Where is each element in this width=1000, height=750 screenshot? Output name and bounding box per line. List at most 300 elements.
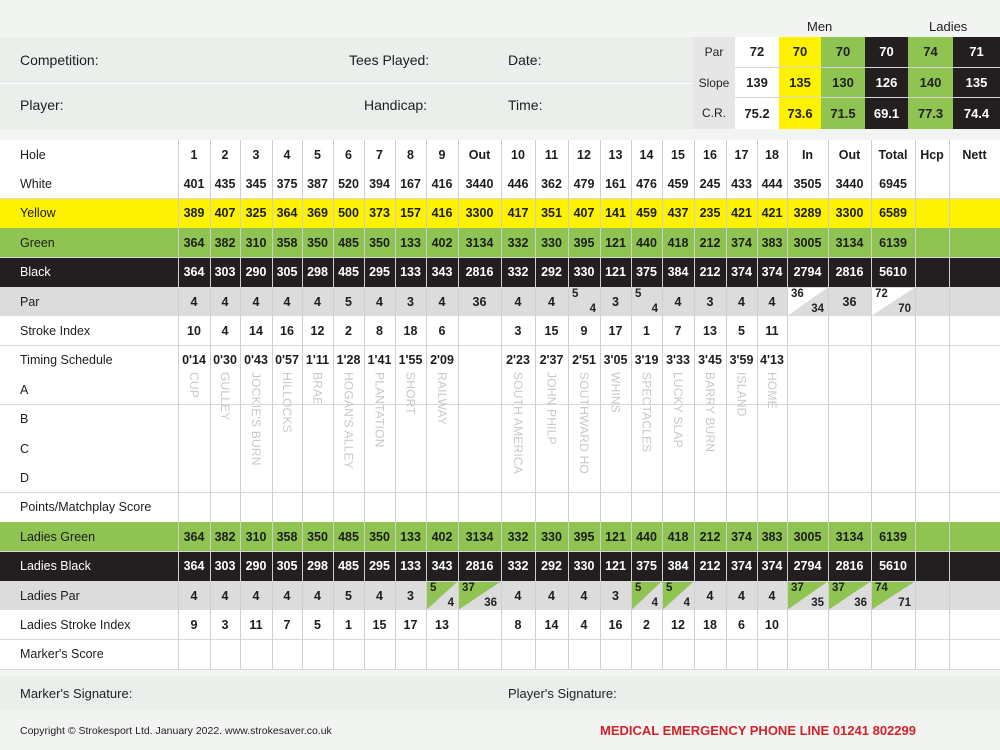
split-par-cell	[631, 581, 662, 610]
score-cell: 369	[307, 206, 328, 221]
score-cell: 6	[438, 324, 446, 339]
split-par-cell	[871, 581, 915, 610]
score-cell: 292	[541, 559, 562, 574]
rating-value: 72	[735, 37, 779, 68]
score-cell: Hcp	[920, 147, 944, 162]
row-label: D	[20, 471, 30, 486]
score-cell: 373	[369, 206, 390, 221]
score-cell: 4	[283, 147, 291, 162]
score-cell: 10	[765, 618, 779, 633]
score-cell: 364	[183, 559, 205, 574]
score-cell: 310	[245, 235, 267, 250]
score-cell: 212	[699, 529, 721, 544]
split-par-cell	[787, 581, 828, 610]
hole-name	[664, 372, 692, 512]
course-rating-table	[693, 37, 1000, 129]
score-cell: 3	[514, 324, 522, 339]
hole-name	[602, 372, 630, 512]
score-cell: 3134	[465, 529, 494, 544]
score-cell: 4	[252, 588, 260, 603]
scorecard-row	[0, 287, 1000, 316]
scorecard-row	[0, 140, 1000, 169]
split-par-cell	[828, 581, 871, 610]
hole-name-text: PLANTATION	[372, 372, 387, 448]
row-label: Marker's Score	[20, 647, 104, 662]
score-cell: 3005	[793, 235, 822, 250]
hole-name	[570, 372, 598, 512]
score-cell: 389	[183, 206, 205, 221]
men-label: Men	[807, 19, 833, 34]
split-bottom-value: 36	[854, 597, 867, 610]
score-cell: 133	[400, 235, 421, 250]
scorecard-row	[0, 228, 1000, 257]
hole-name	[180, 372, 208, 512]
column-divider	[178, 140, 179, 669]
row-label: Par	[20, 294, 40, 309]
score-cell: 303	[214, 265, 236, 280]
score-cell: 212	[699, 559, 721, 574]
score-cell: 395	[573, 235, 595, 250]
score-cell: 7	[376, 147, 383, 162]
score-cell: 133	[400, 529, 421, 544]
score-cell: 4	[768, 294, 776, 309]
score-cell: 6945	[879, 177, 907, 192]
score-cell: 459	[667, 177, 689, 192]
row-label: Green	[20, 235, 55, 250]
score-cell: 17	[403, 618, 418, 633]
row-divider	[0, 669, 1000, 670]
score-cell: 395	[573, 529, 595, 544]
score-cell: 325	[245, 206, 267, 221]
split-top-value: 72	[875, 288, 888, 300]
score-cell: 3	[252, 147, 260, 162]
date-label: Date:	[508, 52, 542, 68]
score-cell: 3'45	[698, 353, 722, 368]
score-cell: 2816	[465, 265, 494, 280]
scorecard-row	[0, 405, 1000, 434]
column-divider	[787, 140, 788, 669]
scorecard-grid	[0, 140, 1000, 668]
split-bottom-value: 36	[484, 597, 497, 610]
score-cell: 8	[514, 618, 522, 633]
handicap-label: Handicap:	[364, 97, 428, 113]
score-cell: 332	[507, 559, 529, 574]
score-cell: 6589	[879, 206, 907, 221]
split-bottom-value: 35	[811, 597, 824, 610]
time-label: Time:	[508, 97, 543, 113]
score-cell: 374	[731, 235, 752, 250]
score-cell: 3	[706, 294, 714, 309]
score-cell: 161	[605, 177, 626, 192]
score-cell: 421	[761, 206, 783, 221]
score-cell: 4	[221, 588, 229, 603]
emergency-phone-text: MEDICAL EMERGENCY PHONE LINE 01241 802299	[600, 723, 916, 738]
score-cell: 8	[407, 147, 414, 162]
rating-value: 74.4	[953, 98, 1000, 129]
row-label: Ladies Stroke Index	[20, 618, 131, 633]
score-cell: 2'51	[572, 353, 596, 368]
hole-name	[242, 372, 270, 512]
split-top-value: 5	[635, 582, 642, 594]
scorecard-row	[0, 522, 1000, 551]
scorecard-row	[0, 316, 1000, 345]
score-cell: 5	[314, 147, 321, 162]
score-cell: 3	[612, 588, 619, 603]
score-cell: 290	[245, 265, 267, 280]
score-cell: 18	[765, 147, 779, 162]
score-cell: 14	[639, 147, 654, 162]
row-label: Points/Matchplay Score	[20, 500, 152, 515]
score-cell: 4	[283, 294, 291, 309]
score-cell: 2'37	[539, 353, 564, 368]
score-cell: 235	[699, 206, 721, 221]
split-top-value: 5	[572, 288, 579, 300]
hole-name-text: LUCKY SLAP	[671, 372, 685, 449]
score-cell: 121	[605, 235, 626, 250]
rating-value: 71.5	[821, 98, 865, 129]
scorecard-row	[0, 463, 1000, 492]
score-cell: 14	[249, 324, 263, 339]
score-cell: 2	[345, 324, 352, 339]
score-cell: 305	[276, 265, 298, 280]
score-cell: 121	[605, 529, 626, 544]
score-cell: Total	[878, 147, 908, 162]
column-divider	[694, 140, 695, 669]
scorecard-row	[0, 552, 1000, 581]
hole-name	[428, 372, 456, 512]
split-bottom-value: 4	[651, 303, 658, 316]
split-bottom-value: 4	[683, 597, 690, 610]
score-cell: 16	[280, 324, 294, 339]
score-cell: 295	[369, 559, 390, 574]
hole-name-text: BARRY BURN	[703, 372, 717, 453]
score-cell: 3289	[793, 206, 822, 221]
score-cell: 1'55	[398, 353, 423, 368]
score-cell: 4	[190, 588, 198, 603]
score-cell: 330	[573, 265, 595, 280]
split-bottom-value: 34	[811, 303, 824, 316]
score-cell: 3	[612, 294, 619, 309]
split-top-value: 5	[666, 582, 673, 594]
hole-name	[728, 372, 756, 512]
column-divider	[662, 140, 663, 669]
score-cell: 358	[276, 235, 298, 250]
score-cell: 350	[369, 235, 390, 250]
score-cell: 444	[761, 177, 783, 192]
score-cell: 15	[372, 618, 387, 633]
column-divider	[915, 140, 916, 669]
hole-name-text: JOHN PHILP	[544, 372, 559, 445]
score-cell: 401	[183, 177, 205, 192]
hole-name	[335, 372, 363, 512]
score-cell: 5	[314, 618, 321, 633]
rating-value: 70	[821, 37, 865, 68]
score-cell: 167	[400, 177, 421, 192]
score-cell: 3'33	[666, 353, 690, 368]
score-cell: 382	[214, 235, 236, 250]
score-cell: 2816	[465, 559, 494, 574]
hole-name-text: SOUTH AMERICA	[511, 372, 525, 475]
score-cell: 4	[514, 588, 522, 603]
score-cell: 345	[245, 177, 267, 192]
score-cell: 1'11	[305, 353, 330, 368]
score-cell: Out	[838, 147, 861, 162]
score-cell: 330	[541, 529, 562, 544]
rating-value: 126	[865, 68, 908, 99]
score-cell: 407	[573, 206, 595, 221]
score-cell: 36	[842, 294, 857, 309]
score-cell: 4'13	[760, 353, 784, 368]
score-cell: 2794	[793, 559, 822, 574]
score-cell: 292	[541, 265, 562, 280]
score-cell: 2	[643, 618, 650, 633]
hole-name-text: SHORT	[403, 372, 418, 415]
score-cell: 1'41	[367, 353, 392, 368]
score-cell: 330	[541, 235, 562, 250]
split-bottom-value: 71	[898, 597, 911, 610]
score-cell: 4	[548, 588, 555, 603]
score-cell: 12	[671, 618, 685, 633]
player-signature-label: Player's Signature:	[508, 686, 617, 701]
score-cell: 5610	[879, 265, 907, 280]
score-cell: 4	[580, 618, 588, 633]
score-cell: 245	[699, 177, 721, 192]
copyright-text: Copyright © Strokesport Ltd. January 2022. www.strokesaver.co.uk	[20, 725, 332, 737]
rating-row-label: Slope	[693, 68, 735, 99]
score-cell: 418	[667, 529, 689, 544]
score-cell: 446	[507, 177, 529, 192]
scorecard-row	[0, 375, 1000, 404]
score-cell: 350	[307, 235, 328, 250]
rating-row-label: Par	[693, 37, 735, 68]
score-cell: 9	[190, 618, 198, 633]
row-label: Black	[20, 265, 51, 280]
split-par-cell	[426, 581, 458, 610]
score-cell: 485	[338, 235, 359, 250]
hole-name-text: SOUTHWARD HO	[577, 372, 591, 475]
score-cell: 12	[577, 147, 591, 162]
split-par-cell	[568, 287, 600, 316]
score-cell: 3	[221, 618, 229, 633]
score-cell: 440	[636, 235, 657, 250]
score-cell: 416	[431, 206, 453, 221]
score-cell: 402	[431, 235, 453, 250]
rating-value: 74	[908, 37, 953, 68]
score-cell: 4	[706, 588, 714, 603]
score-cell: 133	[400, 265, 421, 280]
rating-value: 140	[908, 68, 953, 99]
score-cell: 364	[183, 235, 205, 250]
score-cell: 3505	[793, 177, 822, 192]
score-cell: 330	[573, 559, 595, 574]
row-label: Ladies Par	[20, 588, 80, 603]
score-cell: 2	[221, 147, 229, 162]
score-cell: 6	[738, 618, 745, 633]
score-cell: 1'28	[336, 353, 361, 368]
hole-name-text: BRAE	[310, 372, 325, 406]
score-cell: 4	[548, 294, 555, 309]
rating-value: 69.1	[865, 98, 908, 129]
score-cell: 375	[636, 265, 657, 280]
score-cell: 5	[738, 324, 745, 339]
split-top-value: 5	[635, 288, 642, 300]
score-cell: 2'09	[430, 353, 454, 368]
score-cell: 212	[699, 265, 721, 280]
score-cell: 459	[636, 206, 657, 221]
hole-name	[696, 372, 724, 512]
split-par-cell	[662, 581, 694, 610]
score-cell: 4	[221, 324, 229, 339]
score-cell: 3134	[835, 529, 864, 544]
score-cell: 2816	[835, 559, 864, 574]
score-cell: 10	[187, 324, 201, 339]
row-label: White	[20, 177, 52, 192]
score-cell: 0'30	[213, 353, 237, 368]
score-cell: 417	[507, 206, 529, 221]
score-cell: 2'23	[506, 353, 530, 368]
score-cell: 416	[431, 177, 453, 192]
score-cell: 13	[608, 147, 623, 162]
hole-name-text: WHINS	[608, 372, 623, 414]
score-cell: 4	[738, 294, 745, 309]
score-cell: 2816	[835, 265, 864, 280]
score-cell: 157	[400, 206, 421, 221]
score-cell: 6	[345, 147, 352, 162]
score-cell: Out	[468, 147, 491, 162]
rating-value: 70	[865, 37, 908, 68]
score-cell: 121	[605, 559, 626, 574]
split-top-value: 36	[791, 288, 804, 300]
rating-value: 139	[735, 68, 779, 99]
score-cell: 11	[249, 618, 263, 633]
score-cell: 141	[605, 206, 626, 221]
score-cell: 6139	[879, 235, 907, 250]
column-divider	[568, 140, 569, 669]
score-cell: 3'19	[634, 353, 659, 368]
score-cell: 500	[338, 206, 359, 221]
hole-name	[538, 372, 566, 512]
score-cell: 18	[703, 618, 717, 633]
score-cell: 384	[667, 265, 689, 280]
score-cell: 3	[407, 588, 414, 603]
score-cell: 0'43	[244, 353, 268, 368]
score-cell: 343	[431, 265, 453, 280]
score-cell: 332	[507, 235, 529, 250]
hole-name-text: JOCKIE'S BURN	[249, 372, 263, 466]
rating-value: 71	[953, 37, 1000, 68]
score-cell: 5	[345, 588, 352, 603]
score-cell: 6139	[879, 529, 907, 544]
score-cell: 303	[214, 559, 236, 574]
score-cell: 16	[608, 618, 623, 633]
hole-name	[366, 372, 394, 512]
score-cell: 364	[276, 206, 298, 221]
score-cell: 374	[761, 559, 783, 574]
score-cell: 364	[183, 265, 205, 280]
score-cell: 383	[761, 235, 783, 250]
split-top-value: 37	[462, 582, 475, 594]
split-par-cell	[631, 287, 662, 316]
score-cell: 520	[338, 177, 359, 192]
score-cell: 212	[699, 235, 721, 250]
score-cell: 1	[345, 618, 352, 633]
score-cell: 0'57	[275, 353, 299, 368]
score-cell: 4	[580, 588, 588, 603]
score-cell: 15	[671, 147, 685, 162]
score-cell: 437	[667, 206, 689, 221]
score-cell: 384	[667, 559, 689, 574]
score-cell: 11	[544, 147, 559, 162]
split-top-value: 74	[875, 582, 888, 594]
score-cell: 440	[636, 529, 657, 544]
row-label: Ladies Black	[20, 559, 91, 574]
score-cell: 418	[667, 235, 689, 250]
hole-name	[633, 372, 661, 512]
score-cell: 351	[541, 206, 562, 221]
score-cell: 12	[310, 324, 325, 339]
score-cell: 7	[674, 324, 682, 339]
score-cell: Nett	[962, 147, 987, 162]
score-cell: 374	[731, 529, 752, 544]
score-cell: 0'14	[182, 353, 206, 368]
hole-name	[304, 372, 332, 512]
hole-name-text: HOME	[765, 372, 779, 409]
column-divider	[871, 140, 872, 669]
score-cell: 3300	[835, 206, 864, 221]
score-cell: 374	[731, 265, 752, 280]
score-cell: 14	[544, 618, 559, 633]
score-cell: 11	[765, 324, 779, 339]
split-par-cell	[458, 581, 501, 610]
score-cell: 121	[605, 265, 626, 280]
hole-name	[504, 372, 532, 512]
score-cell: 9	[438, 147, 446, 162]
scorecard-row	[0, 258, 1000, 287]
score-cell: 5	[345, 294, 352, 309]
score-cell: 3440	[835, 177, 864, 192]
score-cell: 4	[283, 588, 291, 603]
row-label: A	[20, 382, 29, 397]
scorecard-row	[0, 434, 1000, 463]
score-cell: 3	[407, 294, 414, 309]
score-cell: 350	[307, 529, 328, 544]
split-top-value: 37	[832, 582, 845, 594]
score-cell: 4	[674, 294, 682, 309]
score-cell: 375	[636, 559, 657, 574]
score-cell: 3300	[465, 206, 494, 221]
tees-played-label: Tees Played:	[349, 52, 430, 68]
hole-name	[758, 372, 786, 512]
score-cell: 4	[738, 588, 745, 603]
score-cell: 2794	[793, 265, 822, 280]
row-label: C	[20, 441, 30, 456]
score-cell: 290	[245, 559, 267, 574]
rating-row-label: C.R.	[693, 98, 735, 129]
row-label: Stroke Index	[20, 324, 91, 339]
score-cell: 332	[507, 529, 529, 544]
column-divider	[240, 140, 241, 669]
split-par-cell	[787, 287, 828, 316]
score-cell: 5610	[879, 559, 907, 574]
score-cell: 343	[431, 559, 453, 574]
score-cell: 387	[307, 177, 328, 192]
rating-value: 130	[821, 68, 865, 99]
row-label: B	[20, 412, 29, 427]
score-cell: 485	[338, 265, 359, 280]
score-cell: 433	[731, 177, 752, 192]
scorecard-row	[0, 346, 1000, 375]
signature-band	[0, 676, 1000, 710]
